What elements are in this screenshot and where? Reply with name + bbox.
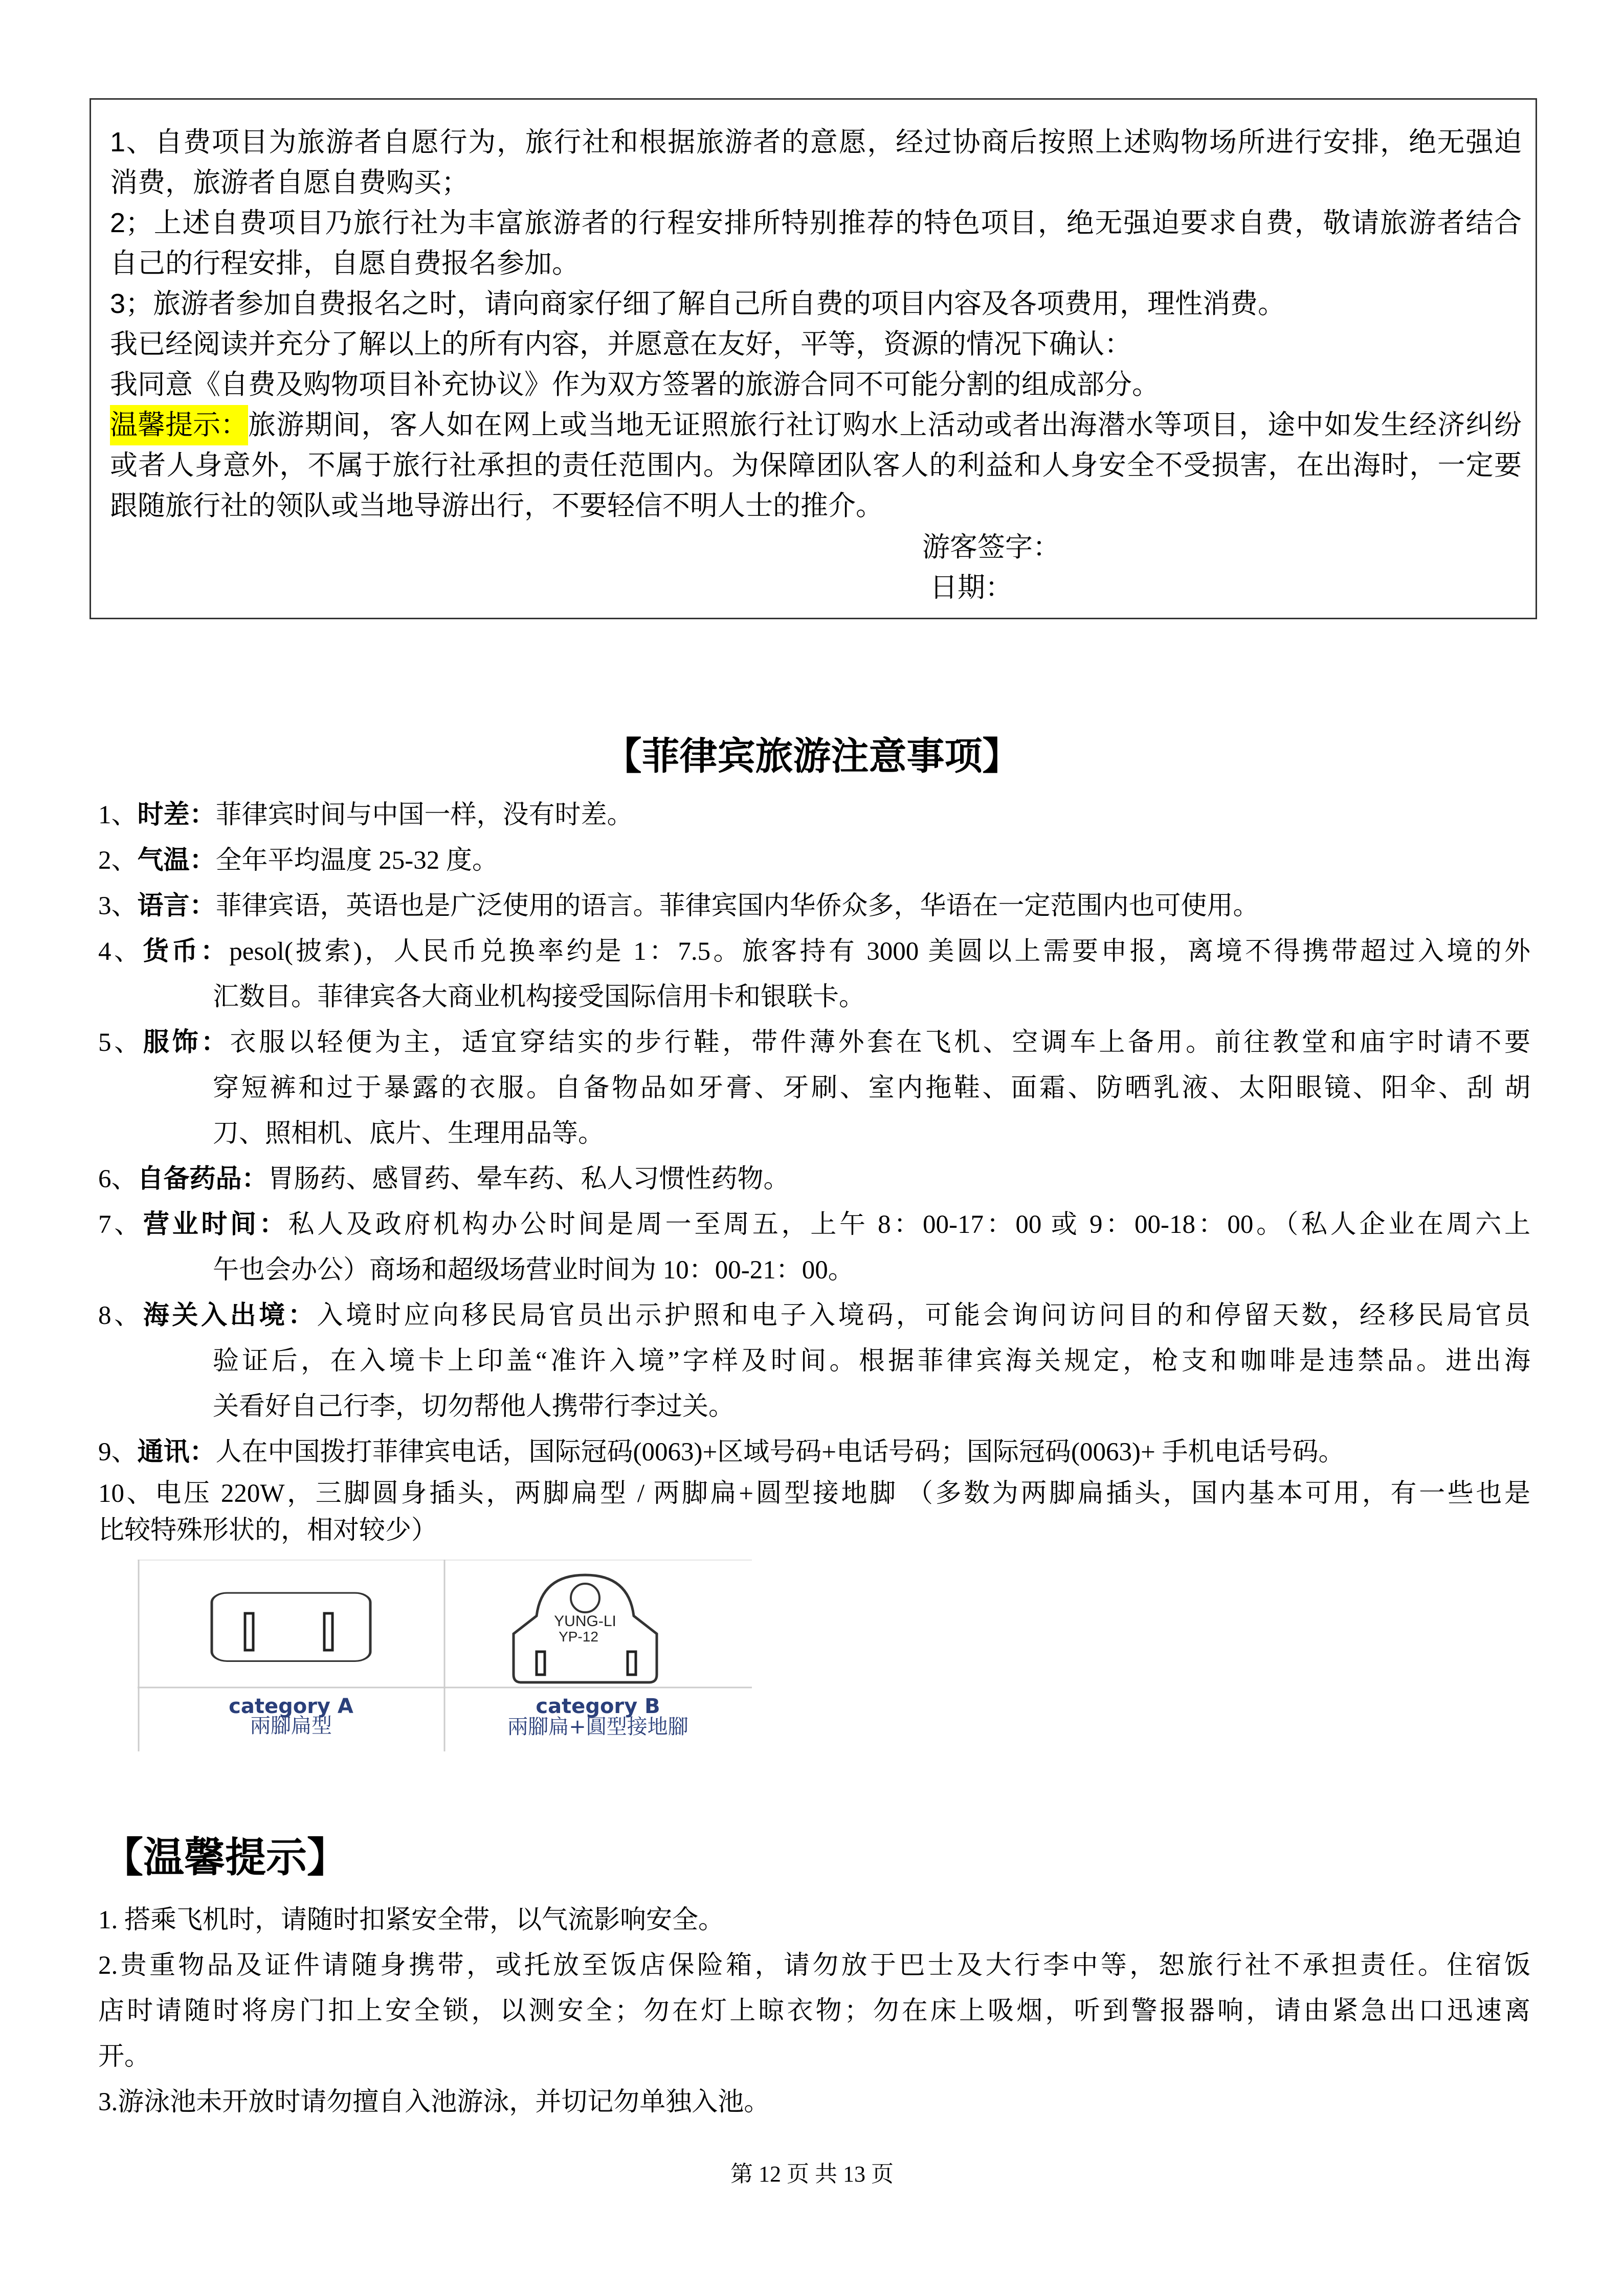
agreement-line: 2；上述自费项目乃旅行社为丰富旅游者的行程安排所特别推荐的特色项目，绝无强迫要求自费，敬请旅游者结合	[110, 208, 1522, 238]
plug-model-label: YP-12	[559, 1629, 598, 1645]
notice-item: 4、货币：pesol(披索)，人民币兑换率约是 1：7.5。旅客持有 3000 美圆以上需要申报，离境不得携带超过入境的外	[98, 937, 1530, 966]
plug-a-title: category A	[229, 1695, 353, 1718]
notice-item-continued: 午也会办公）商场和超级场营业时间为 10：00-21：00。	[213, 1256, 854, 1285]
tips-title: 【温馨提示】	[102, 1835, 348, 1880]
plug-b-desc: 兩腳扁+圓型接地腳	[507, 1715, 688, 1739]
notice-item: 5、服饰：衣服以轻便为主，适宜穿结实的步行鞋，带件薄外套在飞机、空调车上备用。前往教堂和庙宇时请不要	[98, 1028, 1530, 1057]
agreement-line: 我已经阅读并充分了解以上的所有内容，并愿意在友好，平等，资源的情况下确认：	[110, 329, 1132, 359]
plug-a-desc: 兩腳扁型	[250, 1714, 332, 1738]
notice-item: 8、海关入出境：入境时应向移民局官员出示护照和电子入境码，可能会询问访问目的和停留天数，经移民局官员	[98, 1301, 1530, 1330]
page-number: 第 12 页 共 13 页	[730, 2162, 894, 2187]
warm-tip-text: 或者人身意外，不属于旅行社承担的责任范围内。为保障团队客人的利益和人身安全不受损害，在出海时，一定要	[110, 450, 1522, 481]
notice-item-continued: 穿短裤和过于暴露的衣服。自备物品如牙膏、牙刷、室内拖鞋、面霜、防晒乳液、太阳眼镜、阳伞、刮 胡	[213, 1074, 1530, 1102]
warm-tip-text: 跟随旅行社的领队或当地导游出行，不要轻信不明人士的推介。	[110, 490, 883, 521]
plug-a-icon	[212, 1593, 370, 1661]
plug-types-figure	[138, 1560, 752, 1751]
tip-line: 店时请随时将房门扣上安全锁，以测安全；勿在灯上晾衣物；勿在床上吸烟，听到警报器响，请由紧急出口迅速离	[98, 1997, 1530, 2025]
notice-item-continued: 刀、照相机、底片、生理用品等。	[213, 1119, 605, 1148]
plug-b-title: category B	[536, 1695, 660, 1718]
agreement-line: 3；旅游者参加自费报名之时，请向商家仔细了解自己所自费的项目内容及各项费用，理性消费。	[110, 288, 1286, 319]
notice-item: 6、自备药品：胃肠药、感冒药、晕车药、私人习惯性药物。	[98, 1165, 790, 1194]
tip-line: 开。	[98, 2042, 151, 2071]
warm-tip-text: 旅游期间，客人如在网上或当地无证照旅行社订购水上活动或者出海潜水等项目，途中如发生经济纠纷	[248, 410, 1522, 440]
agreement-line: 消费，旅游者自愿自费购买；	[110, 167, 469, 198]
notice-item-continued: 关看好自己行李，切勿帮他人携带行李过关。	[213, 1392, 735, 1421]
notice-item: 3、语言：菲律宾语，英语也是广泛使用的语言。菲律宾国内华侨众多，华语在一定范围内也可使用。	[98, 892, 1259, 920]
notice-item: 1、时差：菲律宾时间与中国一样，没有时差。	[98, 801, 633, 829]
notice-item-continued: 比较特殊形状的，相对较少）	[98, 1516, 438, 1545]
tip-line: 3.游泳池未开放时请勿擅自入池游泳，并切记勿单独入池。	[98, 2088, 770, 2117]
warm-tip-line	[110, 405, 1522, 445]
agreement-line: 自己的行程安排，自愿自费报名参加。	[110, 248, 580, 279]
tip-line: 1. 搭乘飞机时，请随时扣紧安全带，以气流影响安全。	[98, 1906, 725, 1934]
tip-line: 2.贵重物品及证件请随身携带，或托放至饭店保险箱，请勿放于巴士及大行李中等，恕旅行社不承担责任。住宿饭	[98, 1951, 1530, 1980]
notice-item: 2、气温：全年平均温度 25-32 度。	[98, 846, 499, 875]
notices-list	[98, 793, 1530, 1549]
notices-title: 【菲律宾旅游注意事项】	[604, 735, 1020, 777]
plug-b-icon	[514, 1575, 657, 1682]
notice-item-continued: 汇数目。菲律宾各大商业机构接受国际信用卡和银联卡。	[213, 983, 865, 1011]
notice-item: 10、电压 220W，三脚圆身插头，两脚扁型 / 两脚扁+圆型接地脚 （多数为两脚扁插头，国内基本可用，有一些也是	[98, 1479, 1530, 1508]
notice-item-continued: 验证后，在入境卡上印盖“准许入境”字样及时间。根据菲律宾海关规定，枪支和咖啡是违禁品。进出海	[213, 1347, 1530, 1376]
tips-list	[98, 1897, 1530, 2125]
signature-label: 游客签字：	[922, 532, 1060, 562]
self-pay-agreement-box	[90, 98, 1537, 619]
notice-item: 9、通讯：人在中国拨打菲律宾电话，国际冠码(0063)+区域号码+电话号码；国际冠码(0063)+ 手机电话号码。	[98, 1438, 1345, 1467]
warm-tip-label: 温馨提示：	[110, 405, 248, 445]
notice-item: 7、营业时间：私人及政府机构办公时间是周一至周五，上午 8：00-17：00 或 9：00-18：00。（私人企业在周六上	[98, 1210, 1530, 1239]
agreement-line: 1、自费项目为旅游者自愿行为，旅行社和根据旅游者的意愿，经过协商后按照上述购物场所进行安排，绝无强迫	[110, 127, 1522, 157]
plug-brand-label: YUNG-LI	[554, 1613, 616, 1630]
date-label: 日期：	[930, 572, 1013, 603]
agreement-line: 我同意《自费及购物项目补充协议》作为双方签署的旅游合同不可能分割的组成部分。	[110, 369, 1160, 400]
